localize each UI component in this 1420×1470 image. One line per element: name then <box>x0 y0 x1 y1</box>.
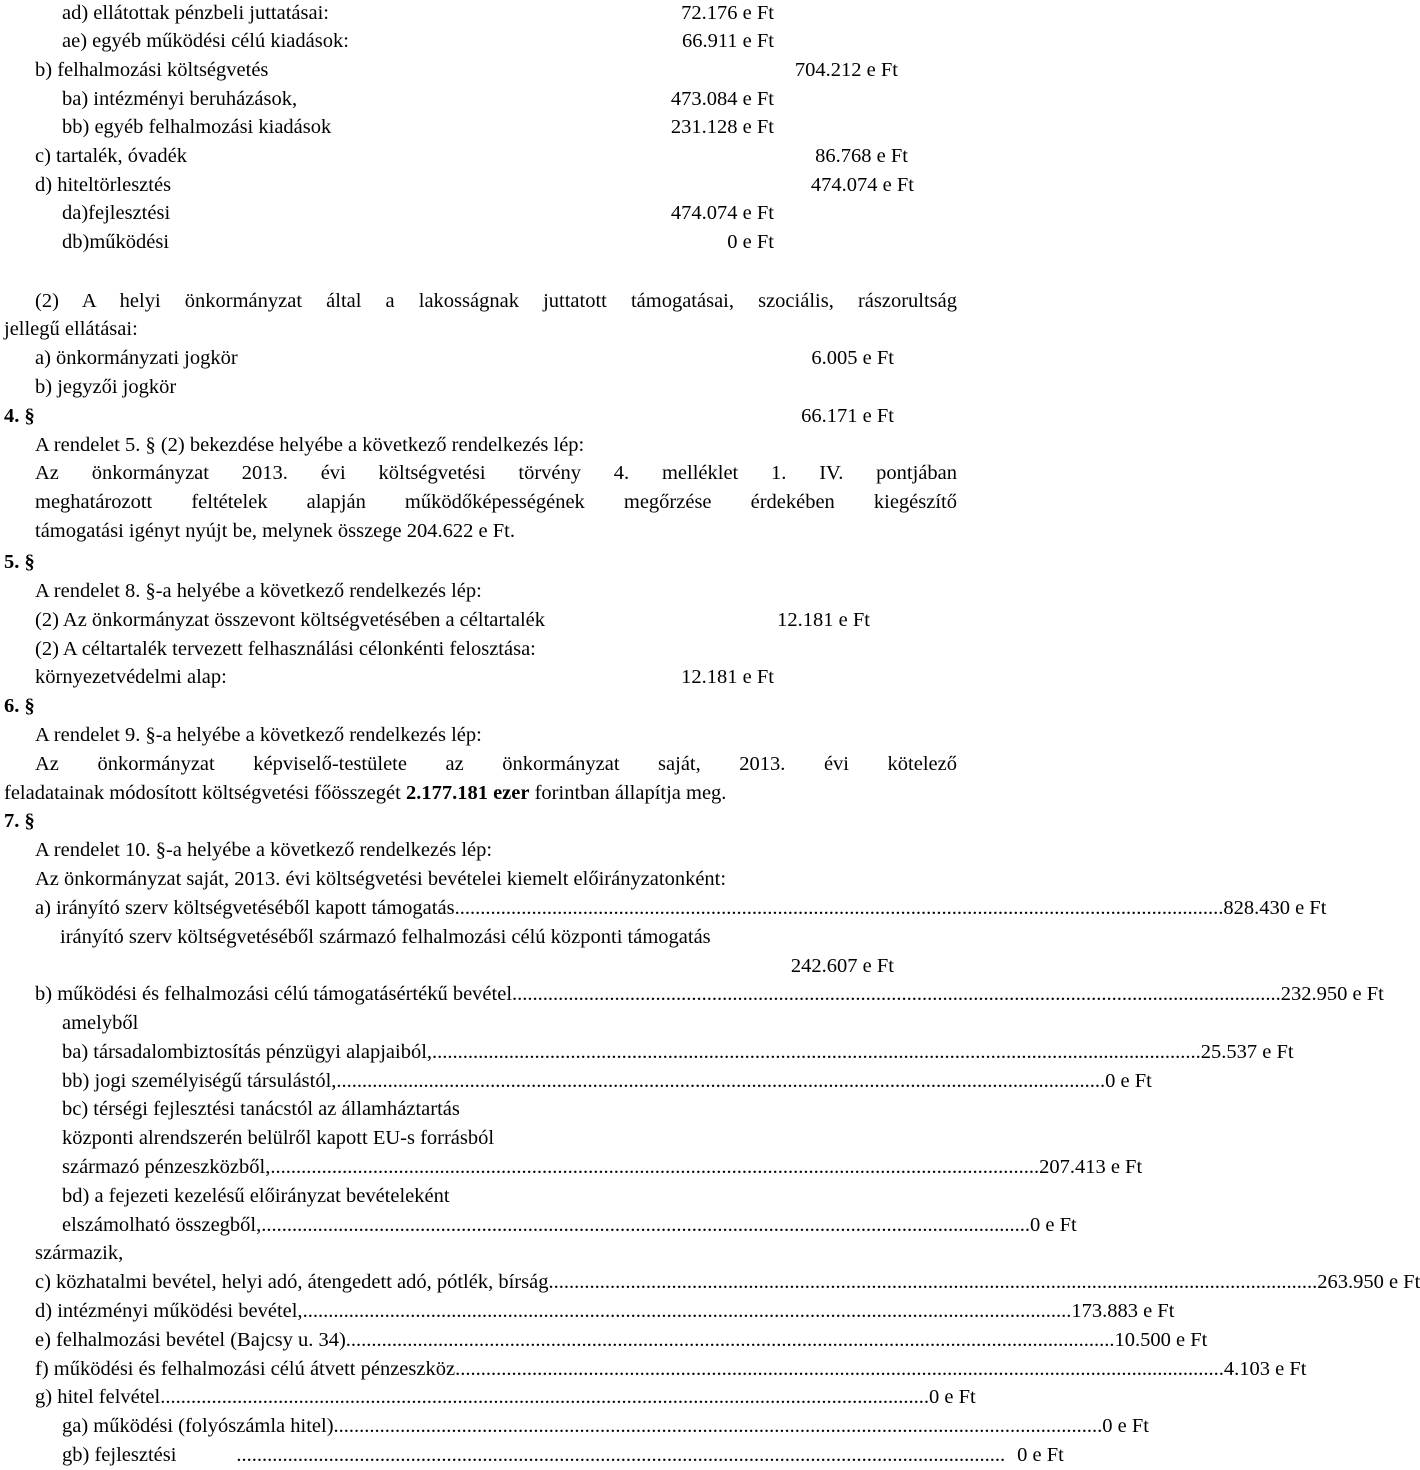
item-amount: 12.181 e Ft <box>681 666 774 688</box>
row-label: c) közhatalmi bevétel, helyi adó, átengedett adó, pótlék, bírság <box>35 1271 549 1293</box>
row-label: bb) jogi személyiségű társulástól, <box>62 1070 337 1092</box>
bold-total: 2.177.181 ezer <box>405 782 530 804</box>
dot-leader: ...................................................................................................................................................... <box>454 897 1224 919</box>
paragraph-line: bd) a fejezeti kezelésű előirányzat bevételeként <box>62 1185 450 1207</box>
row-amount: 0 e Ft <box>1102 1415 1149 1437</box>
revenue-row <box>62 1212 1077 1238</box>
item-amount: 12.181 e Ft <box>777 609 870 631</box>
row-label: ba) társadalombiztosítás pénzügyi alapjaiból, <box>62 1041 433 1063</box>
dot-leader: ...................................................................................................................................................... <box>270 1156 1040 1178</box>
item-label: b) jegyzői jogkör <box>35 376 177 398</box>
budget-label: b) felhalmozási költségvetés <box>35 59 269 81</box>
amendment-intro: A rendelet 5. § (2) bekezdése helyébe a következő rendelkezés lép: <box>35 434 585 456</box>
row-label: e) felhalmozási bevétel (Bajcsy u. 34) <box>35 1329 346 1351</box>
paragraph-line: amelyből <box>62 1012 139 1034</box>
budget-label: c) tartalék, óvadék <box>35 145 187 167</box>
row-label: elszámolható összegből, <box>62 1214 262 1236</box>
dot-leader: ...................................................................................................................................................... <box>333 1415 1103 1437</box>
budget-label: db)működési <box>62 231 170 253</box>
budget-amount: 474.074 e Ft <box>670 202 774 224</box>
section-number: 7. § <box>4 810 35 832</box>
budget-label: ad) ellátottak pénzbeli juttatásai: <box>62 2 329 24</box>
row-amount: 10.500 e Ft <box>1114 1329 1208 1351</box>
row-amount: 0 e Ft <box>1017 1444 1064 1466</box>
revenue-row <box>62 1413 1149 1439</box>
text-run: feladatainak módosított költségvetési főösszegét <box>4 782 406 804</box>
row-label: d) intézményi működési bevétel, <box>35 1300 303 1322</box>
item-amount: 242.607 e Ft <box>790 955 894 977</box>
revenue-row <box>62 1154 1143 1180</box>
row-label: g) hitel felvétel <box>35 1386 161 1408</box>
row-label: származó pénzeszközből, <box>62 1156 271 1178</box>
revenue-row <box>35 1298 1175 1324</box>
revenue-row <box>62 1068 1152 1094</box>
amendment-intro: A rendelet 9. §-a helyébe a következő rendelkezés lép: <box>35 724 482 746</box>
dot-leader: ...................................................................................................................................................... <box>548 1271 1318 1293</box>
budget-amount: 66.911 e Ft <box>681 30 774 52</box>
revenue-row <box>35 1356 1307 1382</box>
budget-label: ae) egyéb működési célú kiadások: <box>62 30 349 52</box>
budget-label: ba) intézményi beruházások, <box>62 88 298 110</box>
item-label: (2) Az önkormányzat összevont költségvetésében a céltartalék <box>35 609 546 631</box>
budget-amount: 704.212 e Ft <box>794 59 898 81</box>
budget-amount: 0 e Ft <box>727 231 774 253</box>
paragraph-line: Az önkormányzat 2013. évi költségvetési törvény 4. melléklet 1. IV. pontjában <box>35 462 957 484</box>
row-amount: 173.883 e Ft <box>1071 1300 1175 1322</box>
paragraph-line: központi alrendszerén belülről kapott EU-s forrásból <box>62 1127 495 1149</box>
dot-leader: ...................................................................................................................................................... <box>160 1386 929 1408</box>
row-amount: 25.537 e Ft <box>1200 1041 1294 1063</box>
budget-amount: 474.074 e Ft <box>810 174 914 196</box>
row-amount: 0 e Ft <box>1030 1214 1077 1236</box>
row-label: a) irányító szerv költségvetéséből kapott támogatás <box>35 897 455 919</box>
row-amount: 263.950 e Ft <box>1317 1271 1420 1293</box>
revenue-row <box>35 1384 976 1410</box>
row-label: ga) működési (folyószámla hitel) <box>62 1415 334 1437</box>
paragraph-line: Az önkormányzat saját, 2013. évi költségvetési bevételei kiemelt előirányzatonként: <box>35 868 727 890</box>
dot-leader: ...................................................................................................................................................... <box>336 1070 1106 1092</box>
row-amount: 4.103 e Ft <box>1223 1358 1307 1380</box>
paragraph-line: (2) A céltartalék tervezett felhasználási célonkénti felosztása: <box>35 638 536 660</box>
section-number: 4. § <box>4 405 35 427</box>
dot-leader: ...................................................................................................................................................... <box>236 1444 1006 1466</box>
dot-leader: ...................................................................................................................................................... <box>302 1300 1072 1322</box>
text-run: forintban állapítja meg. <box>529 782 727 804</box>
revenue-row <box>35 895 1327 921</box>
budget-amount: 72.176 e Ft <box>681 2 774 24</box>
revenue-row <box>62 1039 1294 1065</box>
revenue-row <box>35 981 1384 1007</box>
item-label: környezetvédelmi alap: <box>35 666 227 688</box>
section-number: 5. § <box>4 551 35 573</box>
budget-amount: 473.084 e Ft <box>670 88 774 110</box>
budget-label: da)fejlesztési <box>62 202 171 224</box>
paragraph-line: irányító szerv költségvetéséből származó felhalmozási célú központi támogatás <box>60 926 711 948</box>
row-label: f) működési és felhalmozási célú átvett pénzeszköz <box>35 1358 456 1380</box>
dot-leader: ...................................................................................................................................................... <box>432 1041 1201 1063</box>
row-label: b) működési és felhalmozási célú támogatásértékű bevétel <box>35 983 513 1005</box>
paragraph-line: Az önkormányzat képviselő-testülete az önkormányzat saját, 2013. évi kötelező <box>35 753 957 775</box>
paragraph-line <box>4 780 726 806</box>
budget-label: bb) egyéb felhalmozási kiadások <box>62 116 332 138</box>
amendment-intro: A rendelet 10. §-a helyébe a következő rendelkezés lép: <box>35 839 493 861</box>
dot-leader: ...................................................................................................................................................... <box>261 1214 1031 1236</box>
row-label: gb) fejlesztési <box>62 1444 177 1466</box>
paragraph-line: támogatási igényt nyújt be, melynek összege 204.622 e Ft. <box>35 520 515 542</box>
section-number: 6. § <box>4 695 35 717</box>
item-amount: 6.005 e Ft <box>811 347 894 369</box>
row-amount: 232.950 e Ft <box>1280 983 1384 1005</box>
dot-leader: ...................................................................................................................................................... <box>512 983 1281 1005</box>
item-label: a) önkormányzati jogkör <box>35 347 238 369</box>
paragraph-line: meghatározott feltételek alapján működőképességének megőrzése érdekében kiegészítő <box>35 491 957 513</box>
row-amount: 0 e Ft <box>928 1386 976 1408</box>
revenue-row <box>35 1269 1420 1295</box>
paragraph-line: származik, <box>35 1242 124 1264</box>
budget-label: d) hiteltörlesztés <box>35 174 172 196</box>
row-amount: 828.430 e Ft <box>1223 897 1327 919</box>
dot-leader: ...................................................................................................................................................... <box>455 1358 1224 1380</box>
row-amount: 207.413 e Ft <box>1039 1156 1143 1178</box>
paragraph-line: (2) A helyi önkormányzat által a lakosságnak juttatott támogatásai, szociális, rászorultság <box>35 290 957 312</box>
budget-amount: 231.128 e Ft <box>670 116 774 138</box>
paragraph-line: bc) térségi fejlesztési tanácstól az államháztartás <box>62 1098 460 1120</box>
paragraph-line: jellegű ellátásai: <box>4 318 138 340</box>
item-amount: 66.171 e Ft <box>801 405 894 427</box>
amendment-intro: A rendelet 8. §-a helyébe a következő rendelkezés lép: <box>35 580 482 602</box>
revenue-row <box>62 1442 1064 1468</box>
revenue-row <box>35 1327 1208 1353</box>
budget-amount: 86.768 e Ft <box>815 145 908 167</box>
row-amount: 0 e Ft <box>1105 1070 1152 1092</box>
dot-leader: ...................................................................................................................................................... <box>345 1329 1115 1351</box>
